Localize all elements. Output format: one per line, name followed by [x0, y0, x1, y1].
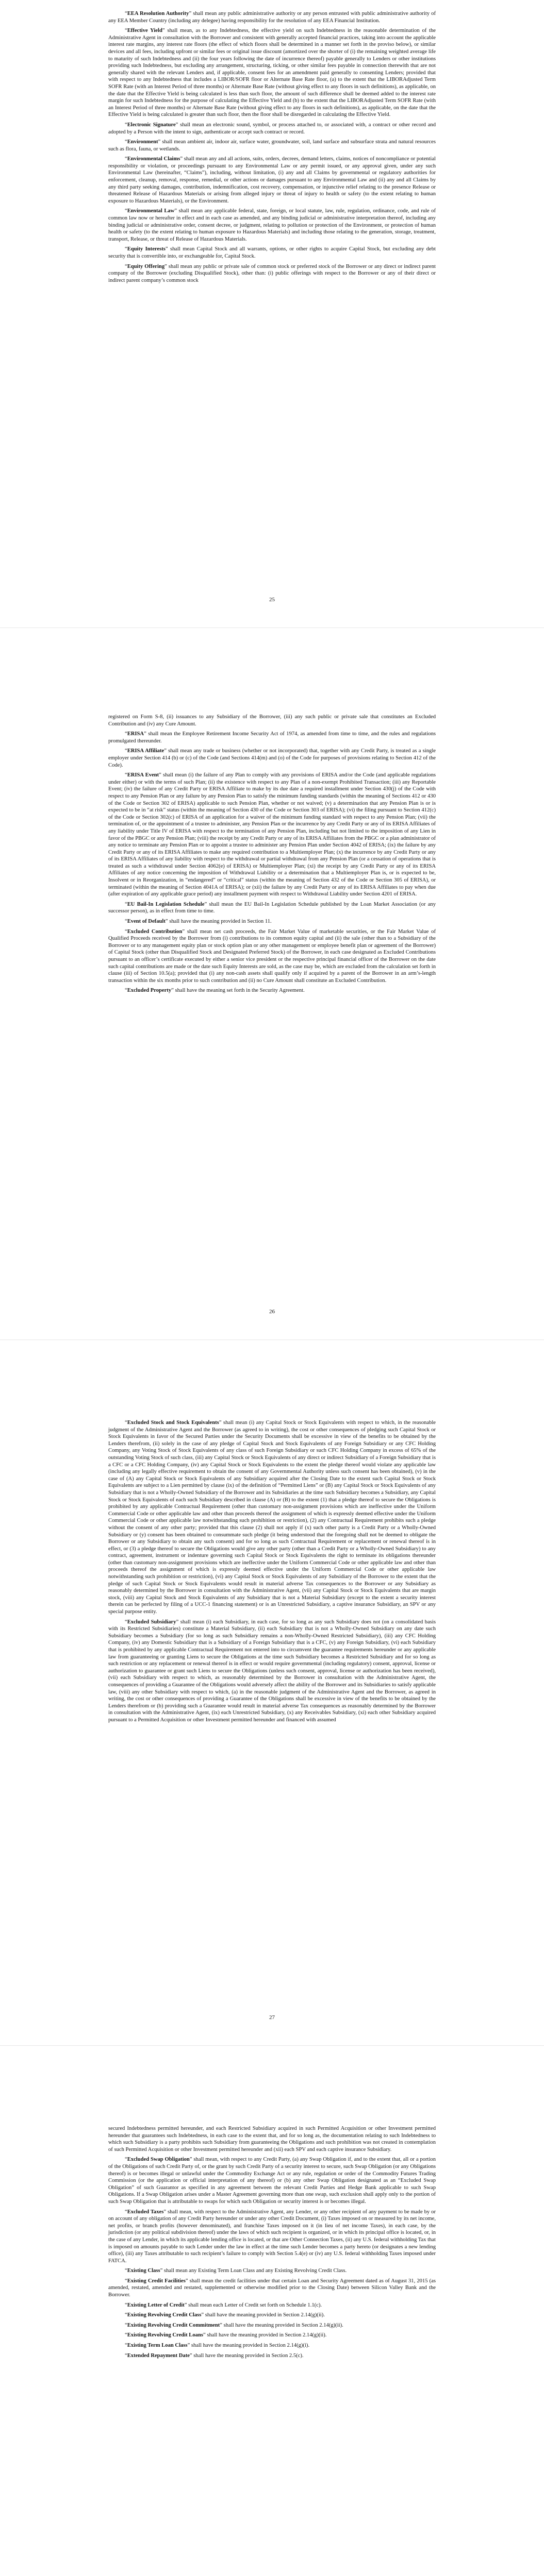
- defined-term: Excluded Swap Obligation: [127, 2157, 190, 2163]
- definition-text: shall mean any public administrative authority or any person entrusted with public administrative authority of any EEA Member Country (including any delegee) having responsibility for the resolution of any EEA Financial Institution.: [108, 11, 436, 24]
- definition-paragraph: “Extended Repayment Date” shall have the meaning provided in Section 2.5(c).: [125, 2352, 304, 2359]
- definition-text: shall mean (i) the failure of any Plan to comply with any provisions of ERISA and/or the Code (and applicable regulations under either) or with the terms of such Plan; (ii) the existence with respect to any Plan of a non-exempt Prohibited Transaction; (iii) any Reportable Event; (iv) the failure of any Credit Party or ERISA Affiliate to make by its due date a required installment under Section 430(j) of the Code with respect to any Pension Plan or any failure by any Pension Plan to satisfy the minimum funding standards (within the meaning of Sections 412 or 430 of the Code or Section 302 of ERISA) applicable to such Pension Plan, whether or not waived; (v) a determination that any Pension Plan is or is expected to be in “at risk” status (within the meaning of Section 430 of the Code or Section 303 of ERISA); (vi) the filing pursuant to Section 412(c) of the Code or Section 302(c) of ERISA of an application for a waiver of the minimum funding standard with respect to any Pension Plan; (vii) the termination of, or the appointment of a trustee to administer, any Pension Plan or the incurrence by any Credit Party or any of its ERISA Affiliates of any liability under Title IV of ERISA with respect to the termination of any Pension Plan, including but not limited to the imposition of any Lien in favor of the PBGC or any Pension Plan; (viii) the receipt by any Credit Party or any of its ERISA Affiliates from the PBGC or a plan administrator of any notice to terminate any Pension Plan or to appoint a trustee to administer any Pension Plan under Section 4042 of ERISA; (ix) the failure by any Credit Party or any of its ERISA Affiliates to make any required contribution to a Multiemployer Plan; (x) the incurrence by any Credit Party or any of its ERISA Affiliates of any liability with respect to the withdrawal or partial withdrawal from any Pension Plan (or a cessation of operations that is treated as such a withdrawal under Section 4062(e) of ERISA) or Multiemployer Plan; (xi) the receipt by any Credit Party or any of its ERISA Affiliates of any notice concerning the imposition of Withdrawal Liability or a determination that a Multiemployer Plan is, or is expected to be, Insolvent or in Reorganization, in “endangered” or “critical” status (within the meaning of Section 432 of the Code or Section 305 of ERISA), or terminated (within the meaning of Section 4041A of ERISA); or (xii) the failure by any Credit Party or any of its ERISA Affiliates to pay when due (after expiration of any applicable grace period) any installment payment with respect to Withdrawal Liability under Section 4201 of ERISA.: [108, 772, 436, 897]
- definition-text: shall mean any applicable federal, state, foreign, or local statute, law, rule, regulation, ordinance, code, and rule of common law now or hereafter in effect and in each case as amended, and any binding judicial or administrative interpretation thereof, including any binding judicial or administrative order, consent decree, or judgment, relating to pollution or protection of the Environment, or protection of human health or safety (to the extent relating to human exposure to Hazardous Materials) and including those relating to the generation, storage, treatment, transport, Release, or threat of Release of Hazardous Materials.: [108, 208, 436, 242]
- defined-term: Excluded Contribution: [127, 928, 183, 935]
- document-page: [0, 714, 544, 997]
- definition-text: secured Indebtedness permitted hereunder, and each Restricted Subsidiary acquired in such Permitted Acquisition or other Investment permitted hereunder that guarantees such Indebtedness, in each case to the extent that, and for so long as, the documentation relating to such Indebtedness to which such Subsidiary is a party prohibits such Subsidiary from guaranteeing the Obligations and such prohibition was not created in contemplation of such Permitted Acquisition or other Investment permitted hereunder and (xii) each SPV and each captive insurance Subsidiary.: [108, 2126, 436, 2153]
- page-content: [108, 714, 436, 994]
- definition-text: shall mean any public or private sale of common stock or preferred stock of the Borrower or any direct or indirect parent company of the Borrower (excluding Disqualified Stock), other than: (i) public offerings with respect to the Borrower or any of their direct or indirect parent company’s common stock: [108, 263, 436, 283]
- definition-text: shall mean the Employee Retirement Income Security Act of 1974, as amended from time to time, and the rules and regulations promulgated thereunder.: [108, 731, 436, 744]
- definition-text: shall mean, as to any Indebtedness, the effective yield on such Indebtedness in the reasonable determination of the Administrative Agent in consultation with the Borrower and consistent with generally accepted financial practices, taking into account the applicable interest rate margins, any interest rate floors (the effect of which floors shall be determined in a manner set forth in the proviso below), or similar devices and all fees, including upfront or similar fees or original issue discount (amortized over the shorter of (i) the remaining weighted average life to maturity of such Indebtedness and (ii) the four years following the date of incurrence thereof) payable generally to Lenders or other institutions providing such Indebtedness, but excluding any arrangement, structuring, ticking, or other similar fees payable in connection therewith that are not generally shared with the relevant Lenders and, if applicable, consent fees for an amendment paid generally to consenting Lenders; provided that with respect to any Indebtedness that includes a LIBOR/SOFR floor or Alternate Base Rate floor, (a) to the extent that the LIBORAdjusted Term SOFR Rate (with an Interest Period of three months) or Alternate Base Rate (without giving effect to any floors in such definitions), as applicable, on the date that the Effective Yield is being calculated is less than such floor, the amount of such difference shall be deemed added to the interest rate margin for such Indebtedness for the purpose of calculating the Effective Yield and (b) to the extent that the LIBORAdjusted Term SOFR Rate (with an Interest Period of three months) or Alternate Base Rate (without giving effect to any floors in such definitions), as applicable, on the date that the Effective Yield is being calculated is greater than such floor, then the floor shall be disregarded in calculating the Effective Yield.: [108, 28, 436, 118]
- page-content: [108, 2125, 436, 2359]
- defined-term: Excluded Taxes: [127, 2209, 164, 2215]
- definition-paragraph: “Excluded Stock and Stock Equivalents” shall mean (i) any Capital Stock or Stock Equivalents with respect to which, in the reasonable judgment of the Administrative Agent and the Borrower (as agreed to in writing), the cost or other consequences of pledging such Capital Stock or Stock Equivalents in favor of the Secured Parties under the Security Documents shall be excessive in view of the benefits to be obtained by the Lenders therefrom, (ii) solely in the case of any pledge of Capital Stock and Stock Equivalents of any Foreign Subsidiary or any CFC Holding Company, any Voting Stock of Stock Equivalents of any class of such Foreign Subsidiary or such CFC Holding Company in excess of 65% of the outstanding Voting Stock of such class, (iii) any Capital Stock or Stock Equivalents of any direct or indirect Subsidiary of a Foreign Subsidiary that is a CFC or a CFC Holding Company, (iv) any Capital Stock or Stock Equivalents to the extent the pledge thereof would violate any applicable law (including any legally effective requirement to obtain the consent of any Governmental Authority unless such consent has been obtained), (v) in the case of (A) any Capital Stock or Stock Equivalents of any Subsidiary acquired after the Closing Date to the extent such Capital Stock or Stock Equivalents are subject to a Lien permitted by clause (ix) of the definition of “Permitted Liens” or (B) any Capital Stock or Stock Equivalents of any Subsidiary that is not a Wholly-Owned Subsidiary of the Borrower and its Subsidiaries at the time such Subsidiary becomes a Subsidiary, any Capital Stock or Stock Equivalents of each such Subsidiary described in clause (A) or (B) to the extent (1) that a pledge thereof to secure the Obligations is prohibited by any applicable Contractual Requirement (other than customary non-assignment provisions which are ineffective under the Uniform Commercial Code or other applicable law and other than proceeds thereof the assignment of which is expressly deemed effective under the Uniform Commercial Code or other applicable law notwithstanding such prohibition or restriction), (2) any Contractual Requirement prohibits such a pledge without the consent of any other party; provided that this clause (2) shall not apply if (x) such other party is a Credit Party or a Wholly-Owned Subsidiary or (y) consent has been obtained to consummate such pledge (it being understood that the foregoing shall not be deemed to obligate the Borrower or any Subsidiary to obtain any such consent) and for so long as such Contractual Requirement or replacement or renewal thereof is in effect, or (3) a pledge thereof to secure the Obligations would give any other party (other than a Credit Party or a Wholly-Owned Subsidiary) to any contract, agreement, instrument or indenture governing such Capital Stock or Stock Equivalents the right to terminate its obligations thereunder (other than customary non-assignment provisions which are ineffective under the Uniform Commercial Code or other applicable law and other than proceeds thereof the assignment of which is expressly deemed effective under the Uniform Commercial Code or other applicable law notwithstanding such prohibition or restriction), (vi) any Capital Stock or Stock Equivalents of any Subsidiary of the Borrower to the extent that the pledge of such Capital Stock or Stock Equivalents would result in material adverse Tax consequences to the Borrower or any Subsidiary as reasonably determined by the Borrower in consultation with the Administrative Agent, (vii) any Capital Stock or Stock Equivalents that are margin stock, (viii) any Capital Stock and Stock Equivalents of any Subsidiary that is not a Material Subsidiary (except to the extent a security interest therein can be perfected by filing of a UCC-1 financing statement) or is an Unrestricted Subsidiary, a captive insurance Subsidiary, an SPV or any special purpose entity.: [108, 1420, 436, 1615]
- definition-text: shall mean each Letter of Credit set forth on Schedule 1.1(c).: [187, 2302, 322, 2308]
- defined-term: Effective Yield: [127, 28, 162, 34]
- page-content: [108, 10, 436, 284]
- definition-text: shall have the meaning provided in Section 2.14(g)(i).: [190, 2343, 310, 2349]
- definition-text: shall mean net cash proceeds, the Fair Market Value of marketable securities, or the Fair Market Value of Qualified Proceeds received by the Borrower from (i) contributions to its common equity capital and (ii) the sale (other than to a Subsidiary of the Borrower or to any management equity plan or stock option plan or any other management or employee benefit plan or agreement of the Borrower) of Capital Stock (other than Disqualified Stock and Designated Preferred Stock) of the Borrower, in each case designated as Excluded Contributions pursuant to an officer’s certificate executed by either a senior vice president or the respective principal financial officer of the Borrower on the date such capital contributions are made or the date such Equity Interests are sold, as the case may be, which are excluded from the calculation set forth in clause (iii) of Section 10.5(a); provided that (i) any non-cash assets shall qualify only if acquired by a parent of the Borrower in an arm’s-length transaction within the six months prior to such contribution and (ii) no Cure Amount shall constitute an Excluded Contribution.: [108, 928, 436, 984]
- definition-paragraph: [108, 2125, 436, 2153]
- definition-text: shall mean (i) each Subsidiary, in each case, for so long as any such Subsidiary does not (on a consolidated basis with its Restricted Subsidiaries) constitute a Material Subsidiary, (ii) each Subsidiary that is not a Wholly-Owned Subsidiary on any date such Subsidiary becomes a Subsidiary (for so long as such Subsidiary remains a non-Wholly-Owned Restricted Subsidiary), (iii) any CFC Holding Company, (iv) any Domestic Subsidiary that is a Subsidiary of a Foreign Subsidiary that is a CFC, (v) any Foreign Subsidiary, (vi) each Subsidiary that is prohibited by any applicable Contractual Requirement not entered into to circumvent the guarantee requirements hereunder or any applicable law from guaranteeing or granting Liens to secure the Obligations at the time such Subsidiary becomes a Restricted Subsidiary and for so long as such restriction or any replacement or renewal thereof is in effect or would require governmental (including regulatory) consent, approval, license or authorization to guarantee or grant such Liens to secure the Obligations (unless such consent, approval, license or authorization has been received), (vii) each Subsidiary with respect to which, as reasonably determined by the Borrower in consultation with the Administrative Agent, the consequences of providing a Guarantee of the Obligations would adversely affect the ability of the Borrower and its Subsidiaries to satisfy applicable law, (viii) any other Subsidiary with respect to which, (a) in the reasonable judgment of the Administrative Agent and the Borrower, as agreed in writing, the cost or other consequences of providing a Guarantee of the Obligations shall be excessive in view of the benefits to be obtained by the Lenders therefrom or (b) providing such a Guarantee would result in material adverse Tax consequences as reasonably determined by the Borrower in consultation with the Administrative Agent, (ix) each Unrestricted Subsidiary, (x) any Receivables Subsidiary, (xi) each other Subsidiary acquired pursuant to a Permitted Acquisition or other Investment permitted hereunder and financed with assumed: [108, 1619, 436, 1723]
- definition-paragraph: “ERISA” shall mean the Employee Retirement Income Security Act of 1974, as amended from time to time, and the rules and regulations promulgated thereunder.: [108, 731, 436, 744]
- definition-text: shall mean Capital Stock and all warrants, options, or other rights to acquire Capital Stock, but excluding any debt security that is convertible into, or exchangeable for, Capital Stock.: [108, 246, 436, 259]
- definition-paragraph: “Environmental Claims” shall mean any and all actions, suits, orders, decrees, demand letters, claims, notices of noncompliance or potential responsibility or violation, or proceedings pursuant to any Environmental Law or any permit issued, or any approval given, under any such Environmental Law (hereinafter, “Claims”), including, without limitation, (i) any and all Claims by governmental or regulatory authorities for enforcement, cleanup, removal, response, remedial, or other actions or damages pursuant to any Environmental Law and (ii) any and all Claims by any third party seeking damages, contribution, indemnification, cost recovery, compensation, or injunctive relief relating to the presence Release or threatened Release of Hazardous Materials or arising from alleged injury or threat of injury to health or safety (to the extent relating to human exposure to Hazardous Materials), or the Environment.: [108, 156, 436, 204]
- definition-text: shall have the meaning provided in Section 2.14(g)(ii).: [204, 2312, 325, 2318]
- defined-term: Environmental Law: [127, 208, 175, 214]
- definition-paragraph: “Event of Default” shall have the meaning provided in Section 11.: [125, 919, 272, 925]
- defined-term: Extended Repayment Date: [127, 2352, 190, 2359]
- document-page: [0, 2125, 544, 2362]
- defined-term: Environmental Claims: [127, 156, 180, 162]
- defined-term: ERISA: [127, 731, 144, 737]
- defined-term: Excluded Subsidiary: [127, 1619, 176, 1625]
- defined-term: ERISA Affiliate: [127, 748, 164, 754]
- defined-term: Existing Revolving Credit Loans: [127, 2332, 203, 2338]
- definition-paragraph: “Environment” shall mean ambient air, indoor air, surface water, groundwater, soil, land surface and subsurface strata and natural resources such as flora, fauna, or wetlands.: [108, 139, 436, 152]
- document-page: [0, 1419, 544, 1727]
- definition-text: shall have the meaning provided in Section 2.5(c).: [192, 2352, 304, 2359]
- definition-paragraph: “Existing Revolving Credit Loans” shall have the meaning provided in Section 2.14(g)(ii).: [125, 2332, 327, 2338]
- definition-paragraph: “Existing Letter of Credit” shall mean each Letter of Credit set forth on Schedule 1.1(c).: [125, 2302, 322, 2308]
- page-number: 27: [269, 2014, 275, 2021]
- definition-paragraph: “Existing Credit Facilities” shall mean the credit facilities under that certain Loan and Security Agreement dated as of August 31, 2015 (as amended, restated, amended and restated, supplemented or otherwise modified prior to the Closing Date) between Silicon Valley Bank and the Borrower.: [108, 2278, 436, 2298]
- definition-paragraph: “Environmental Law” shall mean any applicable federal, state, foreign, or local statute, law, rule, regulation, ordinance, code, and rule of common law now or hereafter in effect and in each case as amended, and any binding judicial or administrative interpretation thereof, including any binding judicial or administrative order, consent decree, or judgment, relating to pollution or protection of the Environment, or protection of human health or safety (to the extent relating to human exposure to Hazardous Materials) and including those relating to the generation, storage, treatment, transport, Release, or threat of Release of Hazardous Materials.: [108, 208, 436, 242]
- definition-text: shall mean, with respect to the Administrative Agent, any Lender, or any other recipient of any payment to be made by or on account of any obligation of any Credit Party hereunder or under any other Credit Document, (i) Taxes imposed on or measured by its net income, net profits, or branch profits (however denominated), and franchise Taxes imposed on it (in lieu of net income Taxes), in each case, by the jurisdiction (or any political subdivision thereof) under the laws of which such recipient is organized, or in which its principal office is located, or, in the case of any Lender, in which its applicable lending office is located, or that are Other Connection Taxes, (ii) any U.S. federal withholding Tax that is imposed on amounts payable to such Lender under the law in effect at the time such Lender becomes a party hereto (or designates a new lending office), (iii) any Taxes attributable to such recipient’s failure to comply with Section 5.4(e) or (iv) any U.S. federal withholding Taxes imposed under FATCA.: [108, 2209, 436, 2264]
- definition-text: shall mean any Existing Term Loan Class and any Existing Revolving Credit Class.: [162, 2268, 347, 2274]
- definition-paragraph: “Excluded Swap Obligation” shall mean, with respect to any Credit Party, (a) any Swap Obligation if, and to the extent that, all or a portion of the Obligations of such Credit Party of, or the grant by such Credit Party of a security interest to secure, such Swap Obligation (or any Obligations thereof) is or becomes illegal or unlawful under the Commodity Exchange Act or any rule, regulation or order of the Commodity Futures Trading Commission (or the application or official interpretation of any thereof) or (b) any other Swap Obligation designated as an “Excluded Swap Obligation” of such Guarantor as specified in any agreement between the relevant Credit Parties and Hedge Bank applicable to such Swap Obligations. If a Swap Obligation arises under a Master Agreement governing more than one swap, such exclusion shall apply only to the portion of such Swap Obligation that is attributable to swaps for which such Obligation or security interest is or becomes illegal.: [108, 2157, 436, 2205]
- definition-paragraph: “Existing Class” shall mean any Existing Term Loan Class and any Existing Revolving Credit Class.: [125, 2268, 347, 2274]
- definition-text: shall mean any trade or business (whether or not incorporated) that, together with any Credit Party, is treated as a single employer under Section 414 (b) or (c) of the Code (and Sections 414(m) and (o) of the Code for purposes of provisions relating to Section 412 of the Code).: [108, 748, 436, 768]
- defined-term: Existing Letter of Credit: [127, 2302, 185, 2308]
- definition-text: registered on Form S-8, (ii) issuances to any Subsidiary of the Borrower, (iii) any such public or private sale that constitutes an Excluded Contribution and (iv) any Cure Amount.: [108, 714, 436, 727]
- definition-text: shall have the meaning provided in Section 2.14(g)(ii).: [222, 2322, 343, 2328]
- definition-text: shall mean the credit facilities under that certain Loan and Security Agreement dated as of August 31, 2015 (as amended, restated, amended and restated, supplemented or otherwise modified prior to the Closing Date) between Silicon Valley Bank and the Borrower.: [108, 2278, 436, 2298]
- definition-text: shall mean (i) any Capital Stock or Stock Equivalents with respect to which, in the reasonable judgment of the Administrative Agent and the Borrower (as agreed to in writing), the cost or other consequences of pledging such Capital Stock or Stock Equivalents in favor of the Secured Parties under the Security Documents shall be excessive in view of the benefits to be obtained by the Lenders therefrom, (ii) solely in the case of any pledge of Capital Stock and Stock Equivalents of any Foreign Subsidiary or any CFC Holding Company, any Voting Stock of Stock Equivalents of any class of such Foreign Subsidiary or such CFC Holding Company in excess of 65% of the outstanding Voting Stock of such class, (iii) any Capital Stock or Stock Equivalents of any direct or indirect Subsidiary of a Foreign Subsidiary that is a CFC or a CFC Holding Company, (iv) any Capital Stock or Stock Equivalents to the extent the pledge thereof would violate any applicable law (including any legally effective requirement to obtain the consent of any Governmental Authority unless such consent has been obtained), (v) in the case of (A) any Capital Stock or Stock Equivalents of any Subsidiary acquired after the Closing Date to the extent such Capital Stock or Stock Equivalents are subject to a Lien permitted by clause (ix) of the definition of “Permitted Liens” or (B) any Capital Stock or Stock Equivalents of any Subsidiary that is not a Wholly-Owned Subsidiary of the Borrower and its Subsidiaries at the time such Subsidiary becomes a Subsidiary, any Capital Stock or Stock Equivalents of each such Subsidiary described in clause (A) or (B) to the extent (1) that a pledge thereof to secure the Obligations is prohibited by any applicable Contractual Requirement (other than customary non-assignment provisions which are ineffective under the Uniform Commercial Code or other applicable law and other than proceeds thereof the assignment of which is expressly deemed effective under the Uniform Commercial Code or other applicable law notwithstanding such prohibition or restriction), (2) any Contractual Requirement prohibits such a pledge without the consent of any other party; provided that this clause (2) shall not apply if (x) such other party is a Credit Party or a Wholly-Owned Subsidiary or (y) consent has been obtained to consummate such pledge (it being understood that the foregoing shall not be deemed to obligate the Borrower or any Subsidiary to obtain any such consent) and for so long as such Contractual Requirement or replacement or renewal thereof is in effect, or (3) a pledge thereof to secure the Obligations would give any other party (other than a Credit Party or a Wholly-Owned Subsidiary) to any contract, agreement, instrument or indenture governing such Capital Stock or Stock Equivalents the right to terminate its obligations thereunder (other than customary non-assignment provisions which are ineffective under the Uniform Commercial Code or other applicable law and other than proceeds thereof the assignment of which is expressly deemed effective under the Uniform Commercial Code or other applicable law notwithstanding such prohibition or restriction), (vi) any Capital Stock or Stock Equivalents of any Subsidiary of the Borrower to the extent that the pledge of such Capital Stock or Stock Equivalents would result in material adverse Tax consequences to the Borrower or any Subsidiary as reasonably determined by the Borrower in consultation with the Administrative Agent, (vii) any Capital Stock or Stock Equivalents that are margin stock, (viii) any Capital Stock and Stock Equivalents of any Subsidiary that is not a Material Subsidiary (except to the extent a security interest therein can be perfected by filing of a UCC-1 financing statement) or is an Unrestricted Subsidiary, a captive insurance Subsidiary, an SPV or any special purpose entity.: [108, 1420, 436, 1615]
- definition-paragraph: “Excluded Contribution” shall mean net cash proceeds, the Fair Market Value of marketable securities, or the Fair Market Value of Qualified Proceeds received by the Borrower from (i) contributions to its common equity capital and (ii) the sale (other than to a Subsidiary of the Borrower or to any management equity plan or stock option plan or any other management or employee benefit plan or agreement of the Borrower) of Capital Stock (other than Disqualified Stock and Designated Preferred Stock) of the Borrower, in each case designated as Excluded Contributions pursuant to an officer’s certificate executed by either a senior vice president or the respective principal financial officer of the Borrower on the date such capital contributions are made or the date such Equity Interests are sold, as the case may be, which are excluded from the calculation set forth in clause (iii) of Section 10.5(a); provided that (i) any non-cash assets shall qualify only if acquired by a parent of the Borrower in an arm’s-length transaction within the six months prior to such contribution and (ii) no Cure Amount shall constitute an Excluded Contribution.: [108, 928, 436, 984]
- definition-paragraph: “Excluded Subsidiary” shall mean (i) each Subsidiary, in each case, for so long as any such Subsidiary does not (on a consolidated basis with its Restricted Subsidiaries) constitute a Material Subsidiary, (ii) each Subsidiary that is not a Wholly-Owned Subsidiary on any date such Subsidiary becomes a Subsidiary (for so long as such Subsidiary remains a non-Wholly-Owned Restricted Subsidiary), (iii) any CFC Holding Company, (iv) any Domestic Subsidiary that is a Subsidiary of a Foreign Subsidiary that is a CFC, (v) any Foreign Subsidiary, (vi) each Subsidiary that is prohibited by any applicable Contractual Requirement not entered into to circumvent the guarantee requirements hereunder or any applicable law from guaranteeing or granting Liens to secure the Obligations at the time such Subsidiary becomes a Restricted Subsidiary and for so long as such restriction or any replacement or renewal thereof is in effect or would require governmental (including regulatory) consent, approval, license or authorization to guarantee or grant such Liens to secure the Obligations (unless such consent, approval, license or authorization has been received), (vii) each Subsidiary with respect to which, as reasonably determined by the Borrower in consultation with the Administrative Agent, the consequences of providing a Guarantee of the Obligations would adversely affect the ability of the Borrower and its Subsidiaries to satisfy applicable law, (viii) any other Subsidiary with respect to which, (a) in the reasonable judgment of the Administrative Agent and the Borrower, as agreed in writing, the cost or other consequences of providing a Guarantee of the Obligations shall be excessive in view of the benefits to be obtained by the Lenders therefrom or (b) providing such a Guarantee would result in material adverse Tax consequences as reasonably determined by the Borrower in consultation with the Administrative Agent, (ix) each Unrestricted Subsidiary, (x) any Receivables Subsidiary, (xi) each other Subsidiary acquired pursuant to a Permitted Acquisition or other Investment permitted hereunder and financed with assumed: [108, 1619, 436, 1723]
- definition-paragraph: “Electronic Signature” shall mean an electronic sound, symbol, or process attached to, or associated with, a contract or other record and adopted by a Person with the intent to sign, authenticate or accept such contract or record.: [108, 122, 436, 135]
- defined-term: Electronic Signature: [127, 122, 176, 128]
- definition-paragraph: “Excluded Taxes” shall mean, with respect to the Administrative Agent, any Lender, or any other recipient of any payment to be made by or on account of any obligation of any Credit Party hereunder or under any other Credit Document, (i) Taxes imposed on or measured by its net income, net profits, or branch profits (however denominated), and franchise Taxes imposed on it (in lieu of net income Taxes), in each case, by the jurisdiction (or any political subdivision thereof) under the laws of which such recipient is organized, or in which its principal office is located, or, in the case of any Lender, in which its applicable lending office is located, or that are Other Connection Taxes, (ii) any U.S. federal withholding Tax that is imposed on amounts payable to such Lender under the law in effect at the time such Lender becomes a party hereto (or designates a new lending office), (iii) any Taxes attributable to such recipient’s failure to comply with Section 5.4(e) or (iv) any U.S. federal withholding Taxes imposed under FATCA.: [108, 2209, 436, 2264]
- page-content: [108, 1419, 436, 1724]
- definition-text: shall mean ambient air, indoor air, surface water, groundwater, soil, land surface and subsurface strata and natural resources such as flora, fauna, or wetlands.: [108, 139, 436, 152]
- definition-text: shall have the meaning set forth in the Security Agreement.: [173, 988, 305, 994]
- defined-term: Equity Interests: [127, 246, 166, 252]
- definition-paragraph: “Existing Revolving Credit Class” shall have the meaning provided in Section 2.14(g)(ii).: [125, 2312, 325, 2318]
- defined-term: Excluded Stock and Stock Equivalents: [127, 1420, 219, 1426]
- defined-term: Environment: [127, 139, 158, 145]
- definition-paragraph: “Existing Revolving Credit Commitment” shall have the meaning provided in Section 2.14(g)(ii).: [125, 2322, 343, 2328]
- definition-paragraph: “EU Bail-In Legislation Schedule” shall mean the EU Bail-In Legislation Schedule published by the Loan Market Association (or any successor person), as in effect from time to time.: [108, 901, 436, 914]
- defined-term: Existing Term Loan Class: [127, 2343, 188, 2349]
- definition-paragraph: “Effective Yield” shall mean, as to any Indebtedness, the effective yield on such Indebtedness in the reasonable determination of the Administrative Agent in consultation with the Borrower and consistent with generally accepted financial practices, taking into account the applicable interest rate margins, any interest rate floors (the effect of which floors shall be determined in a manner set forth in the proviso below), or similar devices and all fees, including upfront or similar fees or original issue discount (amortized over the shorter of (i) the remaining weighted average life to maturity of such Indebtedness and (ii) the four years following the date of incurrence thereof) payable generally to Lenders or other institutions providing such Indebtedness, but excluding any arrangement, structuring, ticking, or other similar fees payable in connection therewith that are not generally shared with the relevant Lenders and, if applicable, consent fees for an amendment paid generally to consenting Lenders; provided that with respect to any Indebtedness that includes a LIBOR/SOFR floor or Alternate Base Rate floor, (a) to the extent that the LIBORAdjusted Term SOFR Rate (with an Interest Period of three months) or Alternate Base Rate (without giving effect to any floors in such definitions), as applicable, on the date that the Effective Yield is being calculated is less than such floor, the amount of such difference shall be deemed added to the interest rate margin for such Indebtedness for the purpose of calculating the Effective Yield and (b) to the extent that the LIBORAdjusted Term SOFR Rate (with an Interest Period of three months) or Alternate Base Rate (without giving effect to any floors in such definitions), as applicable, on the date that the Effective Yield is being calculated is greater than such floor, then the floor shall be disregarded in calculating the Effective Yield.: [108, 28, 436, 118]
- defined-term: Event of Default: [127, 919, 166, 925]
- defined-term: Existing Revolving Credit Commitment: [127, 2322, 220, 2328]
- definition-text: shall mean the EU Bail-In Legislation Schedule published by the Loan Market Association (or any successor person), as in effect from time to time.: [108, 901, 436, 914]
- defined-term: Equity Offering: [127, 263, 165, 269]
- definition-text: shall have the meaning provided in Section 2.14(g)(ii).: [205, 2332, 327, 2338]
- page-separator: [0, 2045, 544, 2046]
- definition-text: shall mean any and all actions, suits, orders, decrees, demand letters, claims, notices of noncompliance or potential responsibility or violation, or proceedings pursuant to any Environmental Law or any permit issued, or any approval given, under any such Environmental Law (hereinafter, “Claims”), including, without limitation, (i) any and all Claims by governmental or regulatory authorities for enforcement, cleanup, removal, response, remedial, or other actions or damages pursuant to any Environmental Law and (ii) any and all Claims by any third party seeking damages, contribution, indemnification, cost recovery, compensation, or injunctive relief relating to the presence Release or threatened Release of Hazardous Materials or arising from alleged injury or threat of injury to health or safety (to the extent relating to human exposure to Hazardous Materials), or the Environment.: [108, 156, 436, 204]
- definition-paragraph: “Equity Offering” shall mean any public or private sale of common stock or preferred stock of the Borrower or any direct or indirect parent company of the Borrower (excluding Disqualified Stock), other than: (i) public offerings with respect to the Borrower or any of their direct or indirect parent company’s common stock: [108, 263, 436, 283]
- definition-paragraph: “ERISA Affiliate” shall mean any trade or business (whether or not incorporated) that, together with any Credit Party, is treated as a single employer under Section 414 (b) or (c) of the Code (and Sections 414(m) and (o) of the Code for purposes of provisions relating to Section 412 of the Code).: [108, 748, 436, 768]
- defined-term: EEA Resolution Authority: [127, 11, 189, 16]
- defined-term: Existing Revolving Credit Class: [127, 2312, 202, 2318]
- defined-term: Excluded Property: [127, 988, 172, 994]
- defined-term: ERISA Event: [127, 772, 159, 778]
- definition-text: shall mean an electronic sound, symbol, or process attached to, or associated with, a contract or other record and adopted by a Person with the intent to sign, authenticate or accept such contract or record.: [108, 122, 436, 135]
- definition-paragraph: [108, 714, 436, 727]
- definition-paragraph: “Excluded Property” shall have the meaning set forth in the Security Agreement.: [125, 988, 305, 994]
- definition-paragraph: “Existing Term Loan Class” shall have the meaning provided in Section 2.14(g)(i).: [125, 2343, 310, 2349]
- definition-text: shall mean, with respect to any Credit Party, (a) any Swap Obligation if, and to the extent that, all or a portion of the Obligations of such Credit Party of, or the grant by such Credit Party of a security interest to secure, such Swap Obligation (or any Obligations thereof) is or becomes illegal or unlawful under the Commodity Exchange Act or any rule, regulation or order of the Commodity Futures Trading Commission (or the application or official interpretation of any thereof) or (b) any other Swap Obligation designated as an “Excluded Swap Obligation” of such Guarantor as specified in any agreement between the relevant Credit Parties and Hedge Bank applicable to such Swap Obligations. If a Swap Obligation arises under a Master Agreement governing more than one swap, such exclusion shall apply only to the portion of such Swap Obligation that is attributable to swaps for which such Obligation or security interest is or becomes illegal.: [108, 2157, 436, 2205]
- defined-term: EU Bail-In Legislation Schedule: [127, 901, 205, 907]
- page-number: 26: [269, 1309, 275, 1315]
- document-page: [0, 10, 544, 287]
- definition-paragraph: “ERISA Event” shall mean (i) the failure of any Plan to comply with any provisions of ERISA and/or the Code (and applicable regulations under either) or with the terms of such Plan; (ii) the existence with respect to any Plan of a non-exempt Prohibited Transaction; (iii) any Reportable Event; (iv) the failure of any Credit Party or ERISA Affiliate to make by its due date a required installment under Section 430(j) of the Code with respect to any Pension Plan or any failure by any Pension Plan to satisfy the minimum funding standards (within the meaning of Sections 412 or 430 of the Code or Section 302 of ERISA) applicable to such Pension Plan, whether or not waived; (v) a determination that any Pension Plan is or is expected to be in “at risk” status (within the meaning of Section 430 of the Code or Section 303 of ERISA); (vi) the filing pursuant to Section 412(c) of the Code or Section 302(c) of ERISA of an application for a waiver of the minimum funding standard with respect to any Pension Plan; (vii) the termination of, or the appointment of a trustee to administer, any Pension Plan or the incurrence by any Credit Party or any of its ERISA Affiliates of any liability under Title IV of ERISA with respect to the termination of any Pension Plan, including but not limited to the imposition of any Lien in favor of the PBGC or any Pension Plan; (viii) the receipt by any Credit Party or any of its ERISA Affiliates from the PBGC or a plan administrator of any notice to terminate any Pension Plan or to appoint a trustee to administer any Pension Plan under Section 4042 of ERISA; (ix) the failure by any Credit Party or any of its ERISA Affiliates to make any required contribution to a Multiemployer Plan; (x) the incurrence by any Credit Party or any of its ERISA Affiliates of any liability with respect to the withdrawal or partial withdrawal from any Pension Plan (or a cessation of operations that is treated as such a withdrawal under Section 4062(e) of ERISA) or Multiemployer Plan; (xi) the receipt by any Credit Party or any of its ERISA Affiliates of any notice concerning the imposition of Withdrawal Liability or a determination that a Multiemployer Plan is, or is expected to be, Insolvent or in Reorganization, in “endangered” or “critical” status (within the meaning of Section 432 of the Code or Section 305 of ERISA), or terminated (within the meaning of Section 4041A of ERISA); or (xii) the failure by any Credit Party or any of its ERISA Affiliates to pay when due (after expiration of any applicable grace period) any installment payment with respect to Withdrawal Liability under Section 4201 of ERISA.: [108, 772, 436, 897]
- definition-paragraph: “Equity Interests” shall mean Capital Stock and all warrants, options, or other rights to acquire Capital Stock, but excluding any debt security that is convertible into, or exchangeable for, Capital Stock.: [108, 246, 436, 259]
- defined-term: Existing Credit Facilities: [127, 2278, 186, 2284]
- defined-term: Existing Class: [127, 2268, 160, 2274]
- definition-paragraph: “EEA Resolution Authority” shall mean any public administrative authority or any person entrusted with public administrative authority of any EEA Member Country (including any delegee) having responsibility for the resolution of any EEA Financial Institution.: [108, 11, 436, 24]
- definition-text: shall have the meaning provided in Section 11.: [168, 919, 272, 925]
- page-number: 25: [269, 597, 275, 603]
